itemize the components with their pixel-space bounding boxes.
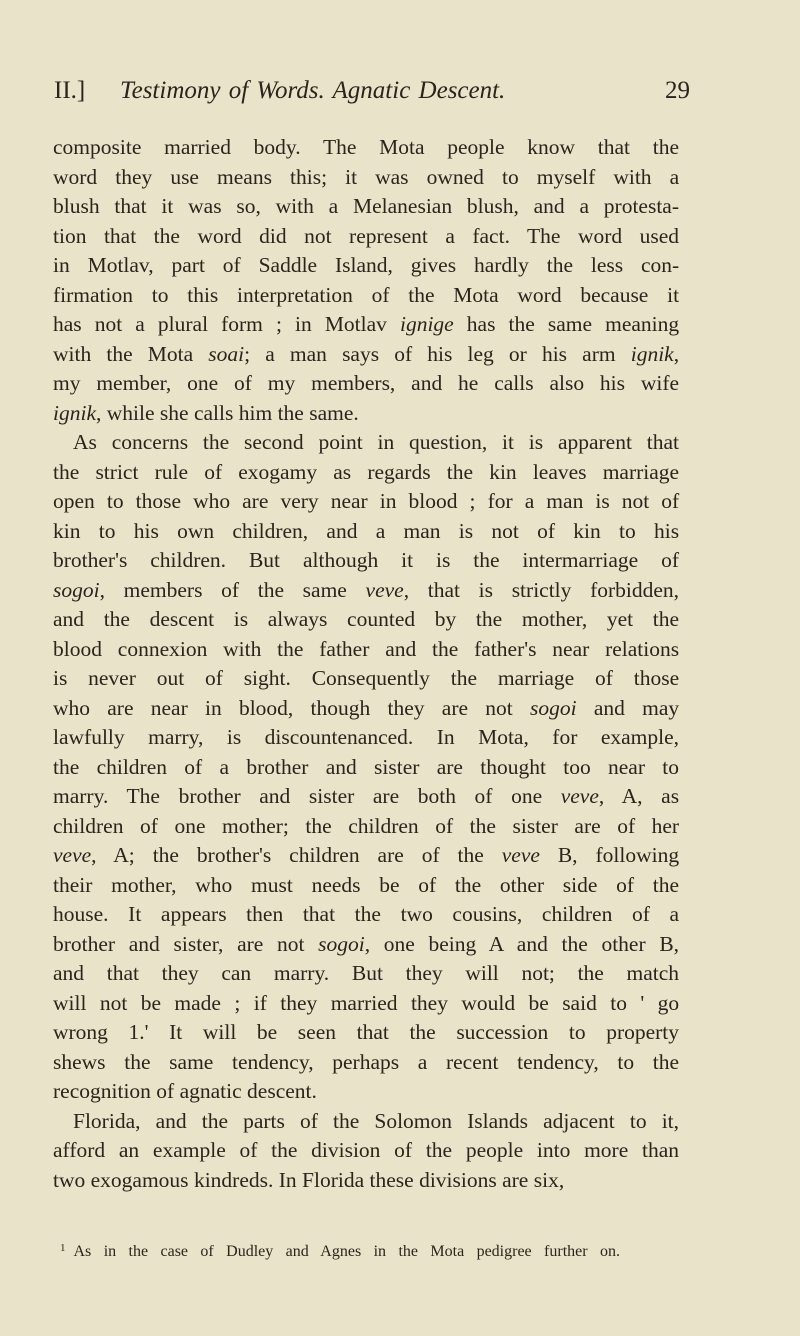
- paragraph: [53, 133, 679, 428]
- running-title: Testimony of Words. Agnatic Descent.: [120, 77, 506, 104]
- text-line: afford an example of the division of the people into more than: [53, 1138, 680, 1162]
- text-line: brother's children. But although it is the intermarriage of: [53, 548, 680, 572]
- text-line: word they use means this; it was owned to myself with a: [53, 164, 680, 189]
- text-line: brother and sister, are not sogoi, one being A and the other B,: [53, 931, 680, 956]
- text-line: tion that the word did not represent a fact. The word used: [53, 223, 680, 248]
- text-line: kin to his own children, and a man is not of kin to his: [53, 518, 680, 543]
- paragraph: [53, 428, 679, 1107]
- text-line: the children of a brother and sister are thought too near to: [53, 754, 679, 779]
- text-line: recognition of agnatic descent.: [53, 1079, 317, 1103]
- text-line: and that they can marry. But they will not; the match: [53, 961, 680, 985]
- text-line: blood connexion with the father and the father's near relations: [53, 636, 680, 661]
- text-line: two exogamous kindreds. In Florida these divisions are six,: [53, 1167, 565, 1192]
- text-line: my member, one of my members, and he calls also his wife: [53, 371, 680, 395]
- page-number: 29: [665, 77, 690, 104]
- text-line: is never out of sight. Consequently the marriage of those: [53, 666, 680, 690]
- text-line: house. It appears then that the two cousins, children of a: [53, 902, 680, 926]
- footnote-text: As in the case of Dudley and Agnes in the Mota pedigree further on.: [73, 1243, 620, 1260]
- footnote: [60, 1237, 620, 1263]
- body-text: [53, 133, 679, 1195]
- text-line: who are near in blood, though they are not sogoi and may: [53, 695, 680, 720]
- text-line: As concerns the second point in question, it is apparent that: [73, 430, 679, 454]
- text-line: in Motlav, part of Saddle Island, gives hardly the less con-: [53, 253, 680, 277]
- footnote-marker: 1: [60, 1242, 66, 1254]
- section-number: II.]: [54, 77, 86, 104]
- text-line: shews the same tendency, perhaps a recent tendency, to the: [53, 1049, 680, 1074]
- text-line: will not be made ; if they married they would be said to ' go: [53, 990, 680, 1015]
- text-line: and the descent is always counted by the mother, yet the: [53, 607, 680, 631]
- text-line: wrong 1.' It will be seen that the succession to property: [53, 1020, 680, 1044]
- text-line: open to those who are very near in blood ; for a man is not of: [53, 489, 680, 513]
- text-line: veve, A; the brother's children are of the veve B, following: [53, 843, 680, 867]
- text-line: with the Mota soai; a man says of his leg or his arm ignik,: [53, 341, 680, 366]
- text-line: has not a plural form ; in Motlav ignige has the same meaning: [53, 312, 680, 336]
- text-line: lawfully marry, is discountenanced. In Mota, for example,: [53, 725, 680, 749]
- text-line: blush that it was so, with a Melanesian blush, and a protesta-: [53, 194, 679, 218]
- paragraph: [53, 1107, 679, 1196]
- text-line: Florida, and the parts of the Solomon Islands adjacent to it,: [73, 1108, 680, 1133]
- text-line: ignik, while she calls him the same.: [53, 400, 359, 425]
- text-line: sogoi, members of the same veve, that is strictly forbidden,: [53, 577, 680, 602]
- text-line: their mother, who must needs be of the other side of the: [53, 872, 680, 897]
- text-line: marry. The brother and sister are both of one veve, A, as: [53, 784, 680, 808]
- text-line: firmation to this interpretation of the Mota word because it: [53, 282, 680, 307]
- running-header: [54, 76, 690, 116]
- text-line: composite married body. The Mota people know that the: [53, 135, 680, 159]
- text-line: the strict rule of exogamy as regards the kin leaves marriage: [53, 459, 680, 484]
- text-line: children of one mother; the children of the sister are of her: [53, 813, 680, 838]
